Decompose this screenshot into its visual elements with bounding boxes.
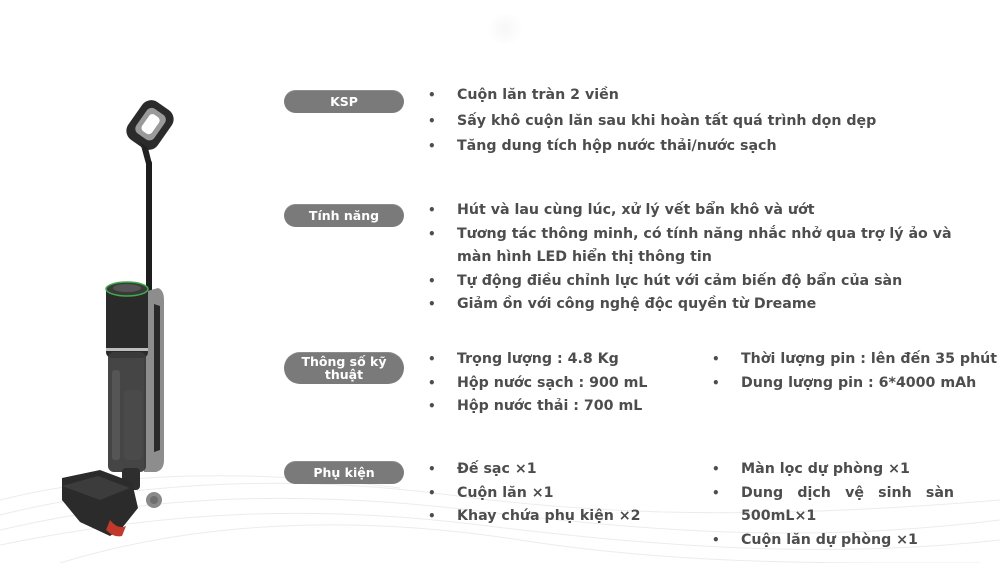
ksp-label: KSP	[284, 90, 404, 113]
list-item: • Tăng dung tích hộp nước thải/nước sạch	[428, 135, 876, 159]
list-item: • Màn lọc dự phòng ×1	[712, 458, 954, 482]
ksp-list	[428, 84, 876, 159]
list-item: • Sấy khô cuộn lăn sau khi hoàn tất quá trình dọn dẹp	[428, 110, 876, 134]
list-item: • Dung lượng pin : 6*4000 mAh	[712, 372, 997, 396]
list-item: • Tự động điều chỉnh lực hút với cảm biến độ bẩn của sàn	[428, 270, 968, 294]
accessories-right-list	[712, 458, 954, 552]
list-item: • Hộp nước thải : 700 mL	[428, 395, 647, 419]
list-item: • Đế sạc ×1	[428, 458, 641, 482]
list-item: • Cuộn lăn tràn 2 viền	[428, 84, 876, 108]
list-item: • Hộp nước sạch : 900 mL	[428, 372, 647, 396]
features-list	[428, 199, 968, 317]
list-item: • Trọng lượng : 4.8 Kg	[428, 348, 647, 372]
list-item: • Dung dịch vệ sinh sàn 500mL×1	[712, 482, 954, 529]
specs-right-list	[712, 348, 997, 395]
list-item: • Hút và lau cùng lúc, xử lý vết bẩn khô và ướt	[428, 199, 968, 223]
features-label: Tính năng	[284, 204, 404, 227]
list-item: • Cuộn lăn dự phòng ×1	[712, 529, 954, 553]
specs-label-line2: thuật	[324, 367, 364, 382]
list-item: • Giảm ồn với công nghệ độc quyền từ Dreame	[428, 293, 968, 317]
list-item: • Tương tác thông minh, có tính năng nhắc nhở qua trợ lý ảo và màn hình LED hiển thị thông tin	[428, 223, 968, 270]
accessories-label: Phụ kiện	[284, 461, 404, 484]
accessories-left-list	[428, 458, 641, 529]
specs-label	[284, 352, 404, 384]
list-item: • Cuộn lăn ×1	[428, 482, 641, 506]
floor-head-icon	[62, 470, 162, 536]
wet-dry-vacuum-image	[40, 90, 200, 550]
list-item: • Khay chứa phụ kiện ×2	[428, 505, 641, 529]
handle-icon	[122, 96, 178, 164]
specs-label-line1: Thông số kỹ	[301, 354, 387, 369]
specs-left-list	[428, 348, 647, 419]
list-item: • Thời lượng pin : lên đến 35 phút	[712, 348, 997, 372]
background-smudge	[488, 14, 522, 44]
